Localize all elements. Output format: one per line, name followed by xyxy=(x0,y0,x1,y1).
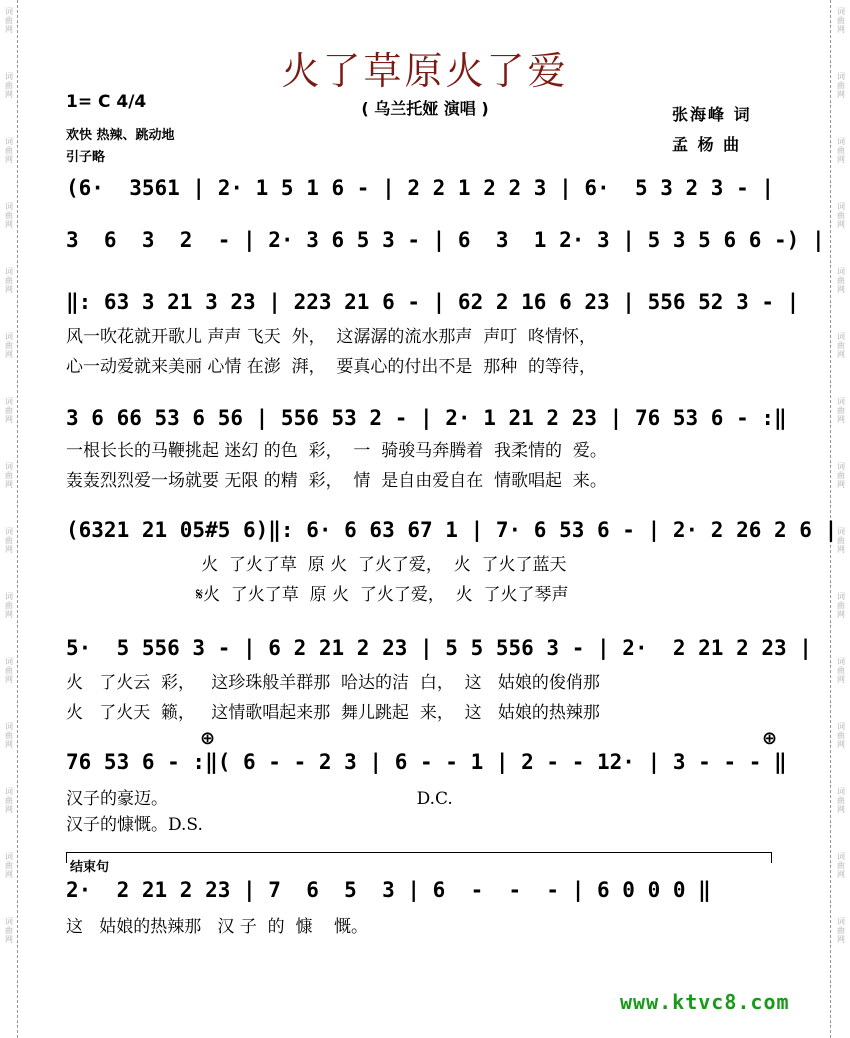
notation-line-3: ‖: 63 3 21 3 23 | 223 21 6 - | 62 2 16 6 23 | 556 52 3 - | xyxy=(66,290,800,314)
lyric-line-5a: 火 了火了草 原 火 了火了爱， 火 了火了蓝天 xyxy=(66,555,567,575)
lyric-line-7a: 汉子的豪迈。 D.C. xyxy=(66,789,453,809)
lyric-line-4b: 轰轰烈烈爱一场就要 无限 的精 彩， 情 是自由爱自在 情歌唱起 来。 xyxy=(66,471,607,491)
lyric-line-3b: 心一动爱就来美丽 心情 在澎 湃， 要真心的付出不是 那种 的等待， xyxy=(66,357,597,377)
lyric-line-7b: 汉子的慷慨。D.S. xyxy=(66,815,203,835)
site-watermark: www.ktvc8.com xyxy=(620,990,790,1014)
intro-note: 引子略 xyxy=(66,150,106,165)
right-side-watermark: 词曲网 词曲网 词曲网 词曲网 词曲网 词曲网 词曲网 词曲网 词曲网 词曲网 词曲网 词曲网 词曲网 词曲网 词曲网 xyxy=(837,7,845,944)
coda-label: 结束句 xyxy=(70,860,110,875)
song-title: 火了草原火了爱 xyxy=(281,49,569,93)
notation-line-2: 3 6 3 2 - | 2· 3 6 5 3 - | 6 3 1 2· 3 | 5 3 5 6 6 -) | xyxy=(66,228,825,252)
lyric-line-3a: 风一吹花就开歌儿 声声 飞天 外， 这潺潺的流水那声 声叮 咚情怀， xyxy=(66,327,597,347)
lyric-line-5b: 𝄋火 了火了草 原 火 了火了爱， 火 了火了琴声 xyxy=(66,585,569,605)
notation-line-6: 5· 5 556 3 - | 6 2 21 2 23 | 5 5 556 3 - | 2· 2 21 2 23 | xyxy=(66,636,812,660)
coda-notation: 2· 2 21 2 23 | 7 6 5 3 | 6 - - - | 6 0 0 0 ‖ xyxy=(66,878,711,902)
coda-bracket xyxy=(66,852,772,863)
lyric-line-6a: 火 了火云 彩， 这珍珠般羊群那 哈达的洁 白， 这 姑娘的俊俏那 xyxy=(66,673,600,693)
key-signature: 1= C 4/4 xyxy=(66,92,147,112)
left-side-watermark: 词曲网 词曲网 词曲网 词曲网 词曲网 词曲网 词曲网 词曲网 词曲网 词曲网 词曲网 词曲网 词曲网 词曲网 词曲网 xyxy=(5,7,13,944)
coda-sign-icon: ⊕ xyxy=(762,728,778,749)
composer: 孟 杨 曲 xyxy=(672,135,742,154)
performer: ( 乌兰托娅 演唱 ) xyxy=(361,99,489,118)
notation-line-1: (6· 3561 | 2· 1 5 1 6 - | 2 2 1 2 2 3 | 6· 5 3 2 3 - | xyxy=(66,176,775,200)
coda-lyric: 这 姑娘的热辣那 汉 子 的 慷 慨。 xyxy=(66,917,369,937)
tempo-marking: 欢快 热辣、跳动地 xyxy=(66,128,175,143)
lyricist: 张海峰 词 xyxy=(672,105,752,124)
lyric-line-4a: 一根长长的马鞭挑起 迷幻 的色 彩， 一 骑骏马奔腾着 我柔情的 爱。 xyxy=(66,441,607,461)
notation-line-5: (6321 21 05#5 6)‖: 6· 6 63 67 1 | 7· 6 53 6 - | 2· 2 26 2 6 | xyxy=(66,518,838,542)
notation-line-7: 76 53 6 - :‖( 6 - - 2 3 | 6 - - 1 | 2 - - 12· | 3 - - - ‖ xyxy=(66,750,787,774)
lyric-line-6b: 火 了火天 籁， 这情歌唱起来那 舞儿跳起 来， 这 姑娘的热辣那 xyxy=(66,703,600,723)
left-dashed-border xyxy=(17,0,19,1038)
coda-sign-icon: ⊕ xyxy=(200,728,216,749)
notation-line-4: 3 6 66 53 6 56 | 556 53 2 - | 2· 1 21 2 23 | 76 53 6 - :‖ xyxy=(66,406,787,430)
